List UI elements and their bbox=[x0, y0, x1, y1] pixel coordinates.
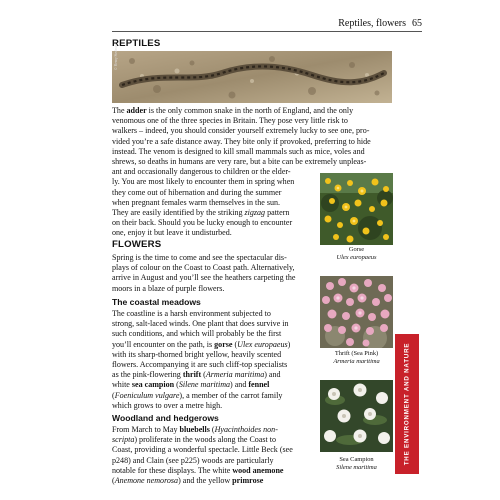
caption-common: Thrift (Sea Pink) bbox=[334, 350, 379, 357]
text-line: The coastline is a harsh environment subjected to bbox=[112, 309, 271, 318]
text-line: ly. You are most likely to encounter them in spring when bbox=[112, 177, 295, 187]
text-line: they come out of hibernation and during the summer bbox=[112, 187, 282, 197]
text-line: when pregnant females warm themselves in the sun. bbox=[112, 197, 281, 207]
text-line: strong, salt-laced winds. One plant that does survive in bbox=[112, 319, 289, 329]
section-side-tab bbox=[395, 334, 419, 474]
text-line: flowers. Accompanying it are such cliff-top specialists bbox=[112, 360, 288, 370]
thrift-photo bbox=[320, 276, 393, 348]
text-line: notable for these displays. The white wood anemone bbox=[112, 465, 284, 475]
text-line: They are easily identified by the striking zigzag pattern bbox=[112, 208, 290, 217]
text-line: you’ll encounter on the path, is gorse (Ulex europaeus) bbox=[112, 339, 291, 349]
text-line: (Foeniculum vulgare), a member of the carrot family bbox=[112, 390, 283, 400]
text-line: as the pink-flowering thrift (Armeria maritima) and bbox=[112, 370, 281, 380]
header-rule bbox=[112, 31, 422, 32]
woodland-paragraph bbox=[112, 425, 312, 486]
sea-campion-photo bbox=[320, 380, 393, 452]
header-section: Reptiles, flowers bbox=[338, 18, 406, 29]
photo-credit: © Henry Stedman bbox=[114, 43, 118, 70]
text-line: white sea campion (Silene maritima) and fennel bbox=[112, 380, 270, 390]
text-line: instead. The venom is designed to kill small mammals such as mice, voles and bbox=[112, 146, 365, 156]
flowers-heading: FLOWERS bbox=[112, 239, 162, 250]
caption-common: Sea Campion bbox=[339, 456, 374, 463]
text-line: venomous one of the three species in Britain. They pose very little risk to bbox=[112, 116, 348, 126]
text-line: ant and occasionally dangerous to children or the elder- bbox=[112, 167, 291, 177]
text-line: vided you’re a safe distance away. They bite only if provoked, preferring to hide bbox=[112, 136, 371, 146]
caption-common: Gorse bbox=[348, 246, 365, 253]
text-line: From March to May bluebells (Hyacinthoides non- bbox=[112, 425, 278, 434]
side-tab-label: THE ENVIRONMENT AND NATURE bbox=[403, 342, 411, 466]
text-line: scripta) proliferate in the woods along the Coast to bbox=[112, 435, 277, 445]
text-line: shrews, so deaths in humans are very rare, but a bite can be extremely unpleas- bbox=[112, 157, 367, 167]
text-line: The adder is the only common snake in the north of England, and the only bbox=[112, 106, 354, 115]
adder-photo bbox=[112, 51, 392, 103]
text-line: p248) and Clain (see p225) woods are particularly bbox=[112, 455, 274, 465]
reptiles-paragraph-narrow bbox=[112, 167, 312, 238]
text-line: arrive in August and you’ll see the heathers carpeting the bbox=[112, 273, 296, 283]
text-line: one, enjoy it but leave it undisturbed. bbox=[112, 228, 232, 238]
text-line: (Anemone nemorosa) and the yellow primrose bbox=[112, 476, 264, 486]
gorse-caption bbox=[318, 246, 395, 262]
sea-campion-caption bbox=[318, 456, 395, 472]
flowers-intro bbox=[112, 253, 312, 294]
running-header bbox=[338, 18, 422, 29]
coastal-meadows-heading: The coastal meadows bbox=[112, 297, 201, 307]
text-line: such conditions, and which will probably be the first bbox=[112, 329, 282, 339]
woodland-heading: Woodland and hedgerows bbox=[112, 413, 219, 423]
text-line: plays of colour on the Coast to Coast path. Alternatively, bbox=[112, 263, 295, 273]
text-line: Spring is the time to come and see the spectacular dis- bbox=[112, 253, 287, 262]
text-line: on their back. Should you be lucky enough to encounter bbox=[112, 218, 293, 228]
reptiles-heading: REPTILES bbox=[112, 38, 161, 49]
text-line: with its sharp-thorned bright yellow, heavily scented bbox=[112, 349, 282, 359]
text-line: which grows to over a metre high. bbox=[112, 400, 223, 410]
page-number: 65 bbox=[412, 18, 422, 29]
coastal-meadows-paragraph bbox=[112, 309, 312, 411]
caption-latin: Silene maritima bbox=[336, 464, 377, 471]
text-line: Coast, providing a wonderful spectacle. Little Beck (see bbox=[112, 445, 293, 455]
thrift-caption bbox=[318, 350, 395, 366]
caption-latin: Armeria maritima bbox=[333, 358, 380, 365]
text-line: moors in a blaze of purple flowers. bbox=[112, 283, 225, 293]
text-line: walkers – indeed, you should consider yourself extremely lucky to see one, pro- bbox=[112, 126, 370, 136]
gorse-photo bbox=[320, 173, 393, 245]
caption-latin: Ulex europaeus bbox=[336, 254, 377, 261]
reptiles-paragraph-wide bbox=[112, 106, 392, 167]
